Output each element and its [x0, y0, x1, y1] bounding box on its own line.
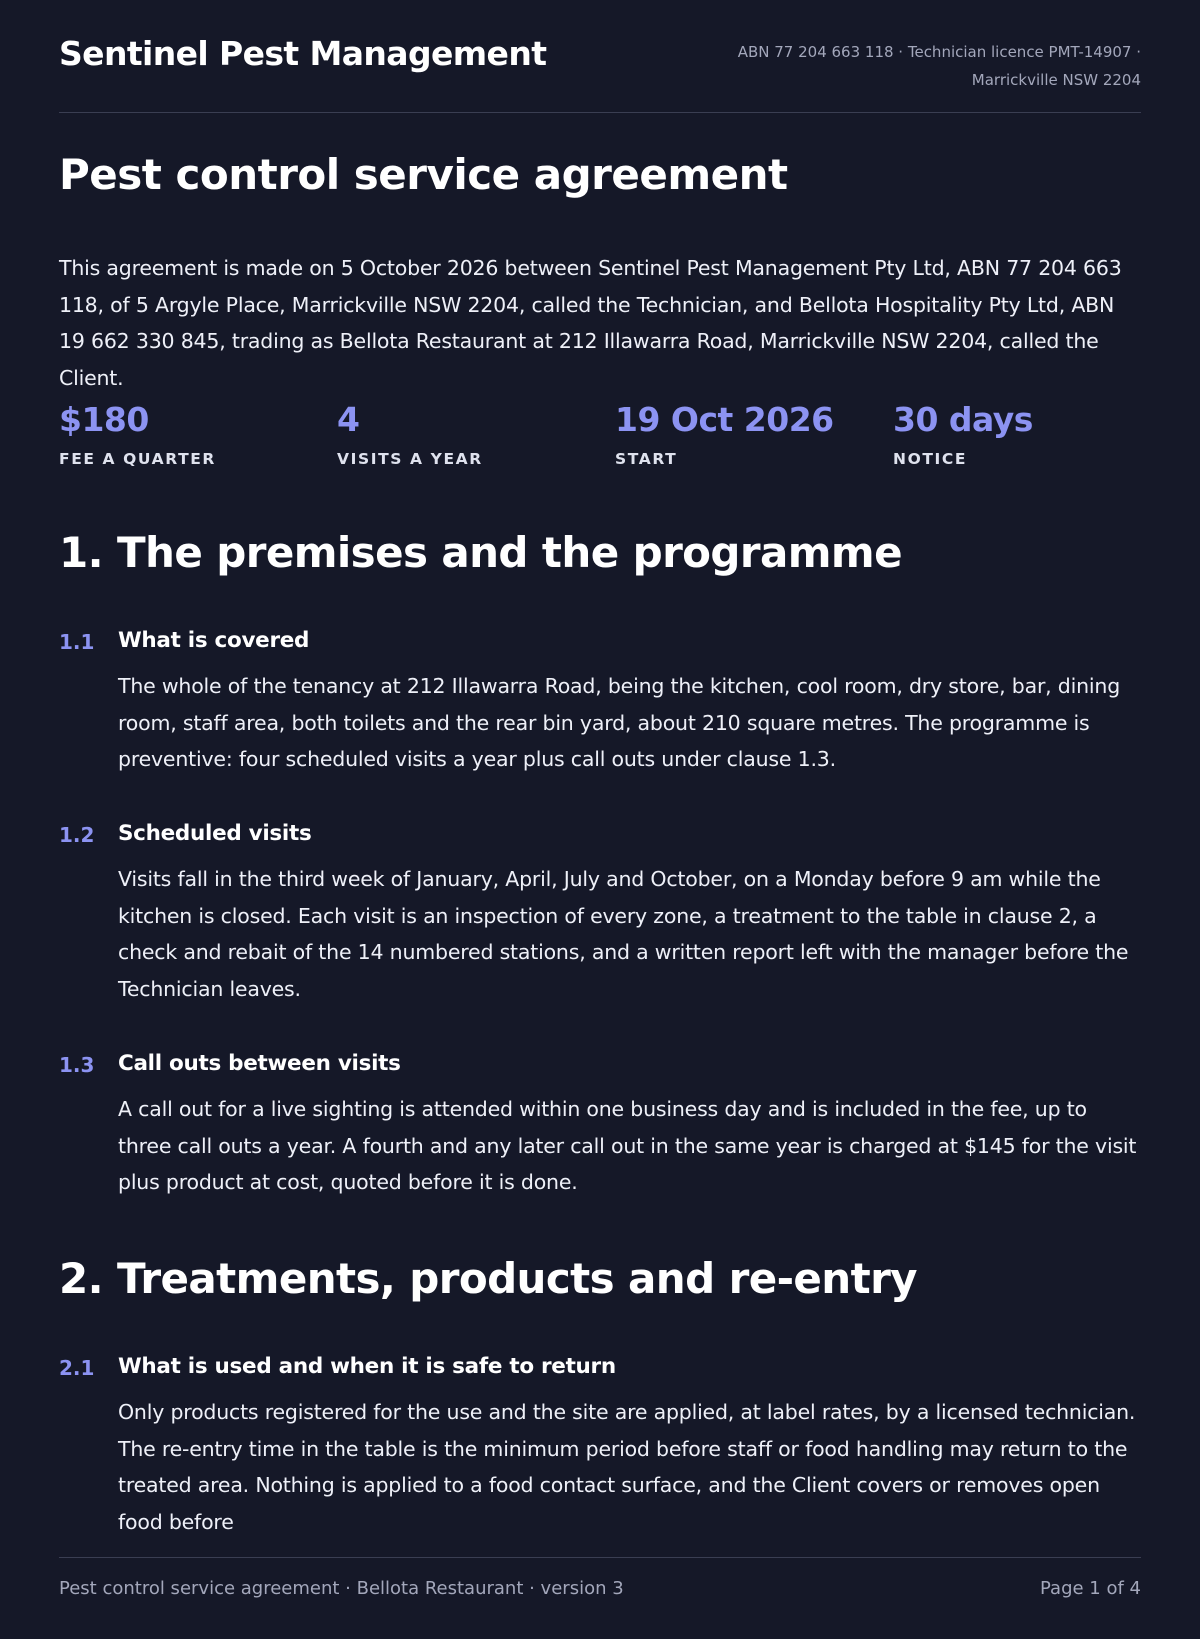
letterhead — [59, 34, 1141, 113]
stat-value: 19 Oct 2026 — [615, 400, 834, 439]
clause-title: What is used and when it is safe to return — [118, 1354, 616, 1379]
clause-body: Visits fall in the third week of January, April, July and October, on a Monday before 9 am while the kitchen is closed. Each visit is an inspection of every zone, a treatment to the table in clause 2, a check and rebait of the 14 numbered stations, and a written report left with the manager before the Technician leaves. — [118, 867, 1129, 1001]
clause-number: 1.2 — [59, 823, 95, 847]
clause-number: 1.3 — [59, 1053, 95, 1077]
footer-document-info: Pest control service agreement · Bellota Restaurant · version 3 — [59, 1578, 624, 1599]
clause-title: What is covered — [118, 628, 310, 653]
stat-visits — [337, 400, 483, 468]
clause-title: Call outs between visits — [118, 1051, 401, 1076]
stat-start — [615, 400, 834, 468]
company-name: Sentinel Pest Management — [59, 34, 547, 73]
agreement-page — [59, 0, 1141, 1639]
clause-title: Scheduled visits — [118, 821, 312, 846]
clause-number: 1.1 — [59, 630, 95, 654]
stat-fee — [59, 400, 216, 468]
company-details-line-2: Marrickville NSW 2204 — [971, 71, 1141, 89]
stat-value: $180 — [59, 400, 149, 439]
clause-number: 2.1 — [59, 1356, 95, 1380]
stat-label: FEE A QUARTER — [59, 450, 216, 468]
stat-label: VISITS A YEAR — [337, 450, 483, 468]
clause-body: Only products registered for the use and the site are applied, at label rates, by a licensed technician. The re-entry time in the table is the minimum period before staff or food handling may return to the treated area. Nothing is applied to a food contact surface, and the Client covers or removes open food before — [118, 1400, 1136, 1534]
section-heading-1: 1. The premises and the programme — [59, 528, 902, 577]
clause-body: The whole of the tenancy at 212 Illawarra Road, being the kitchen, cool room, dry store, bar, dining room, staff area, both toilets and the rear bin yard, about 210 square metres. The programme is preventive: four scheduled visits a year plus call outs under clause 1.3. — [118, 674, 1121, 771]
page-footer — [59, 1557, 1141, 1599]
company-details-line-1: ABN 77 204 663 118 · Technician licence PMT-14907 · — [737, 43, 1141, 61]
stat-notice — [893, 400, 1033, 468]
section-heading-2: 2. Treatments, products and re-entry — [59, 1254, 917, 1303]
stat-value: 30 days — [893, 400, 1033, 439]
document-title: Pest control service agreement — [59, 150, 788, 199]
agreement-intro: This agreement is made on 5 October 2026 between Sentinel Pest Management Pty Ltd, ABN 77 204 663 118, of 5 Argyle Place, Marrickville NSW 2204, called the Technician, and Bellota Hospitality Pty Ltd, ABN 19 662 330 845, trading as Bellota Restaurant at 212 Illawarra Road, Marrickville NSW 2204, called the Client. — [59, 256, 1122, 390]
stat-label: NOTICE — [893, 450, 968, 468]
stat-label: START — [615, 450, 678, 468]
page-number: Page 1 of 4 — [1040, 1578, 1141, 1599]
stat-value: 4 — [337, 400, 360, 439]
company-details — [581, 38, 1141, 94]
clause-body: A call out for a live sighting is attended within one business day and is included in the fee, up to three call outs a year. A fourth and any later call out in the same year is charged at $145 for the visit plus product at cost, quoted before it is done. — [118, 1097, 1137, 1194]
key-terms-summary — [59, 400, 1141, 470]
